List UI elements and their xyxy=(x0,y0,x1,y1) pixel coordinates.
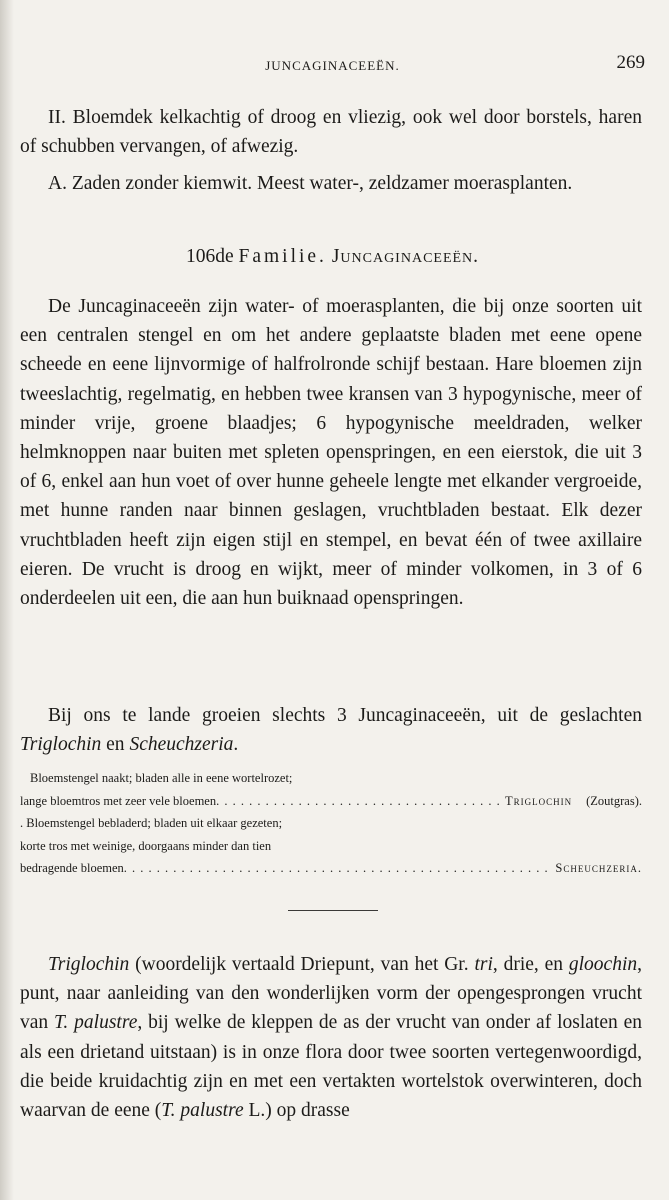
page-header xyxy=(20,52,645,76)
genera-intro: Bij ons te lande groeien slechts 3 Juncaginaceeën, uit de geslachten xyxy=(48,705,642,726)
triglochin-paragraph: Triglochin (woordelijk vertaald Driepunt, van het Gr. tri, drie, en gloochin, punt, naar aanleiding van den wonderlijken vorm der opengesprongen vrucht van T. palustre, bij welke de kleppen de as der vrucht van onder af loslaten en als een drietand uitstaan) is in onze flora door twee soorten vertegenwoordigd, die beide kruidachtig zijn en met een vertakten wortelstok overwinteren, doch waarvan de eene (T. palustre L.) op drasse xyxy=(20,954,642,1122)
page-number: 269 xyxy=(616,52,645,73)
key-taxon-scheuchzeria: Scheuchzeria. xyxy=(555,861,642,876)
key-line: lange bloemtros met zeer vele bloemen . . . Triglochin (Zoutgras). xyxy=(20,790,642,813)
book-page xyxy=(20,0,645,1200)
family-heading xyxy=(20,246,645,268)
leader-dots xyxy=(216,790,499,813)
key-line: bedragende bloemen . . . Scheuchzeria. xyxy=(20,857,642,880)
genera-paragraph xyxy=(20,701,642,759)
leader-dots xyxy=(124,857,550,880)
key-taxon-triglochin: Triglochin xyxy=(504,793,573,808)
identification-key xyxy=(20,767,642,880)
key-vernacular: (Zoutgras). xyxy=(586,793,642,808)
genus-triglochin: Triglochin xyxy=(20,734,102,756)
section-ii-text: II. Bloemdek kelkachtig of droog en vliezig, ook wel door borstels, haren of schubben vervangen, of afwezig. xyxy=(20,107,642,158)
section-divider xyxy=(288,910,378,911)
page-gutter-shadow xyxy=(0,0,14,1200)
genera-end: . xyxy=(233,734,239,756)
subsection-a-text: A. Zaden zonder kiemwit. Meest water-, zeldzamer moerasplanten. xyxy=(48,173,573,194)
genus-scheuchzeria: Scheuchzeria xyxy=(129,734,234,756)
family-number: 106de xyxy=(185,246,234,267)
running-title: JUNCAGINACEEËN. xyxy=(265,58,400,73)
genera-conjunction: en xyxy=(106,734,125,756)
key-line: . Bloemstengel bebladerd; bladen uit elkaar gezeten; xyxy=(20,816,283,831)
family-description: De Juncaginaceeën zijn water- of moerasplanten, die bij onze soorten uit een centralen stengel en om het andere geplaatste bladen met eene opene scheede en eene lijnvormige of halfrolronde schijf bestaan. Hare bloemen zijn tweeslachtig, regelmatig, en hebben twee kransen van 3 hypogynische, meer of minder vrije, groene blaadjes; 6 hypogynische meeldraden, welker helmknoppen naar buiten met spleten openspringen, en een eierstok, die uit 3 of 6, enkel aan hun voet of over hunne geheele lengte met elkander vergroeide, met hunne randen naar binnen geslagen, vruchtbladen bestaat. Elk dezer vruchtbladen heeft zijn eigen stijl en stempel, en bevat één of twee axillaire eieren. De vrucht is droog en wijkt, meer of minder volkomen, in 3 of 6 onderdeelen uit een, die aan hun buiknaad openspringen. xyxy=(20,296,642,610)
key-line: korte tros met weinige, doorgaans minder dan tien xyxy=(20,838,272,853)
family-word: Familie. xyxy=(238,246,327,267)
family-name: Juncaginaceeën. xyxy=(331,246,480,267)
key-line: Bloemstengel naakt; bladen alle in eene wortelrozet; xyxy=(30,771,293,785)
